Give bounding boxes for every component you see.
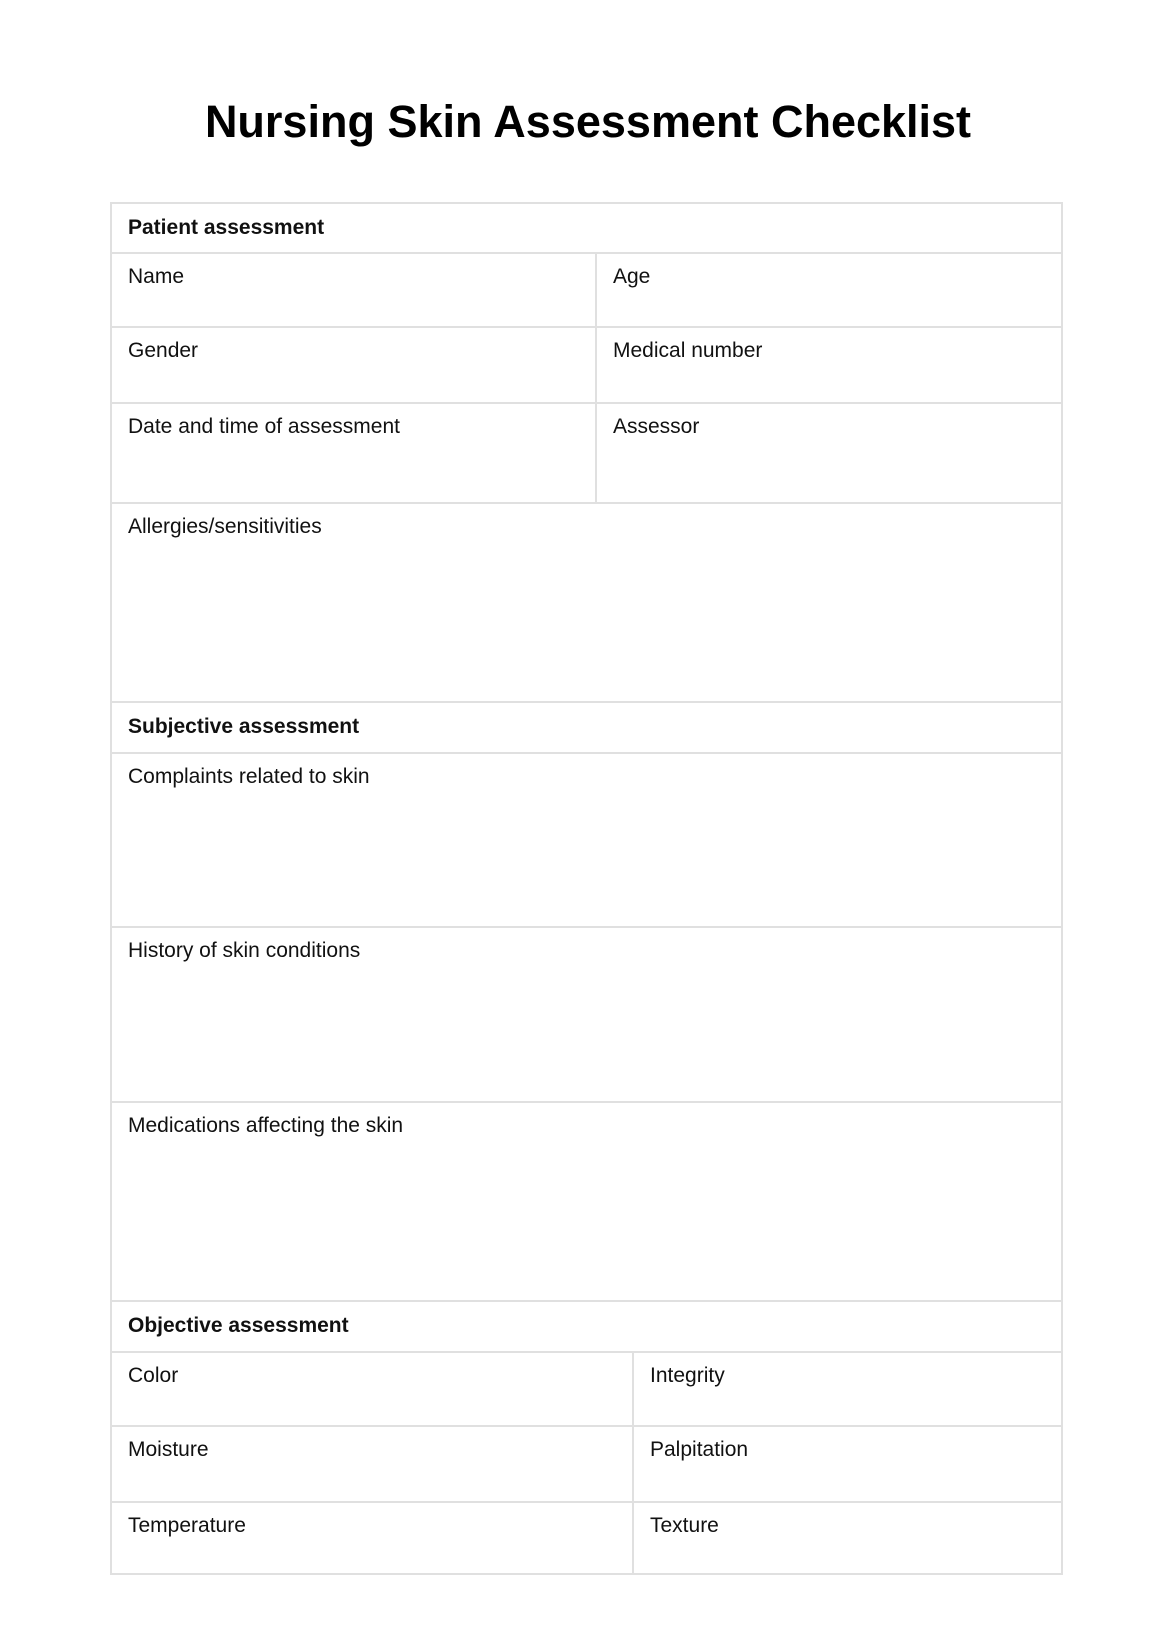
medications-label: Medications affecting the skin [128, 1114, 404, 1137]
date-time-label: Date and time of assessment [128, 415, 400, 438]
texture-field[interactable] [634, 1501, 1061, 1573]
complaints-label: Complaints related to skin [128, 765, 370, 788]
assessment-form-table [110, 202, 1063, 1575]
objective-assessment-header [112, 1300, 1061, 1353]
temperature-label: Temperature [128, 1514, 246, 1537]
patient-assessment-header [112, 204, 1061, 254]
color-label: Color [128, 1364, 179, 1387]
assessor-field[interactable] [597, 402, 1061, 504]
name-field[interactable] [112, 252, 597, 328]
patient-column-divider [595, 254, 597, 504]
color-field[interactable] [112, 1351, 634, 1427]
subjective-assessment-header [112, 701, 1061, 754]
gender-field[interactable] [112, 326, 597, 404]
texture-label: Texture [650, 1514, 719, 1537]
medications-field[interactable] [112, 1101, 1061, 1302]
complaints-field[interactable] [112, 752, 1061, 928]
moisture-label: Moisture [128, 1438, 209, 1461]
section-heading-objective: Objective assessment [128, 1314, 349, 1337]
gender-label: Gender [128, 339, 199, 362]
allergies-field[interactable] [112, 502, 1061, 703]
palpitation-label: Palpitation [650, 1438, 749, 1461]
page-title: Nursing Skin Assessment Checklist [204, 96, 972, 147]
allergies-label: Allergies/sensitivities [128, 515, 322, 538]
medical-number-field[interactable] [597, 326, 1061, 404]
age-field[interactable] [597, 252, 1061, 328]
section-heading-subjective: Subjective assessment [128, 715, 360, 738]
objective-column-divider [632, 1353, 634, 1573]
integrity-field[interactable] [634, 1351, 1061, 1427]
medical-number-label: Medical number [613, 339, 763, 362]
section-heading-patient: Patient assessment [128, 216, 325, 239]
integrity-label: Integrity [650, 1364, 725, 1387]
history-field[interactable] [112, 926, 1061, 1103]
name-label: Name [128, 265, 185, 288]
palpitation-field[interactable] [634, 1425, 1061, 1503]
age-label: Age [613, 265, 651, 288]
date-time-field[interactable] [112, 402, 597, 504]
assessor-label: Assessor [613, 415, 700, 438]
history-label: History of skin conditions [128, 939, 361, 962]
temperature-field[interactable] [112, 1501, 634, 1573]
moisture-field[interactable] [112, 1425, 634, 1503]
